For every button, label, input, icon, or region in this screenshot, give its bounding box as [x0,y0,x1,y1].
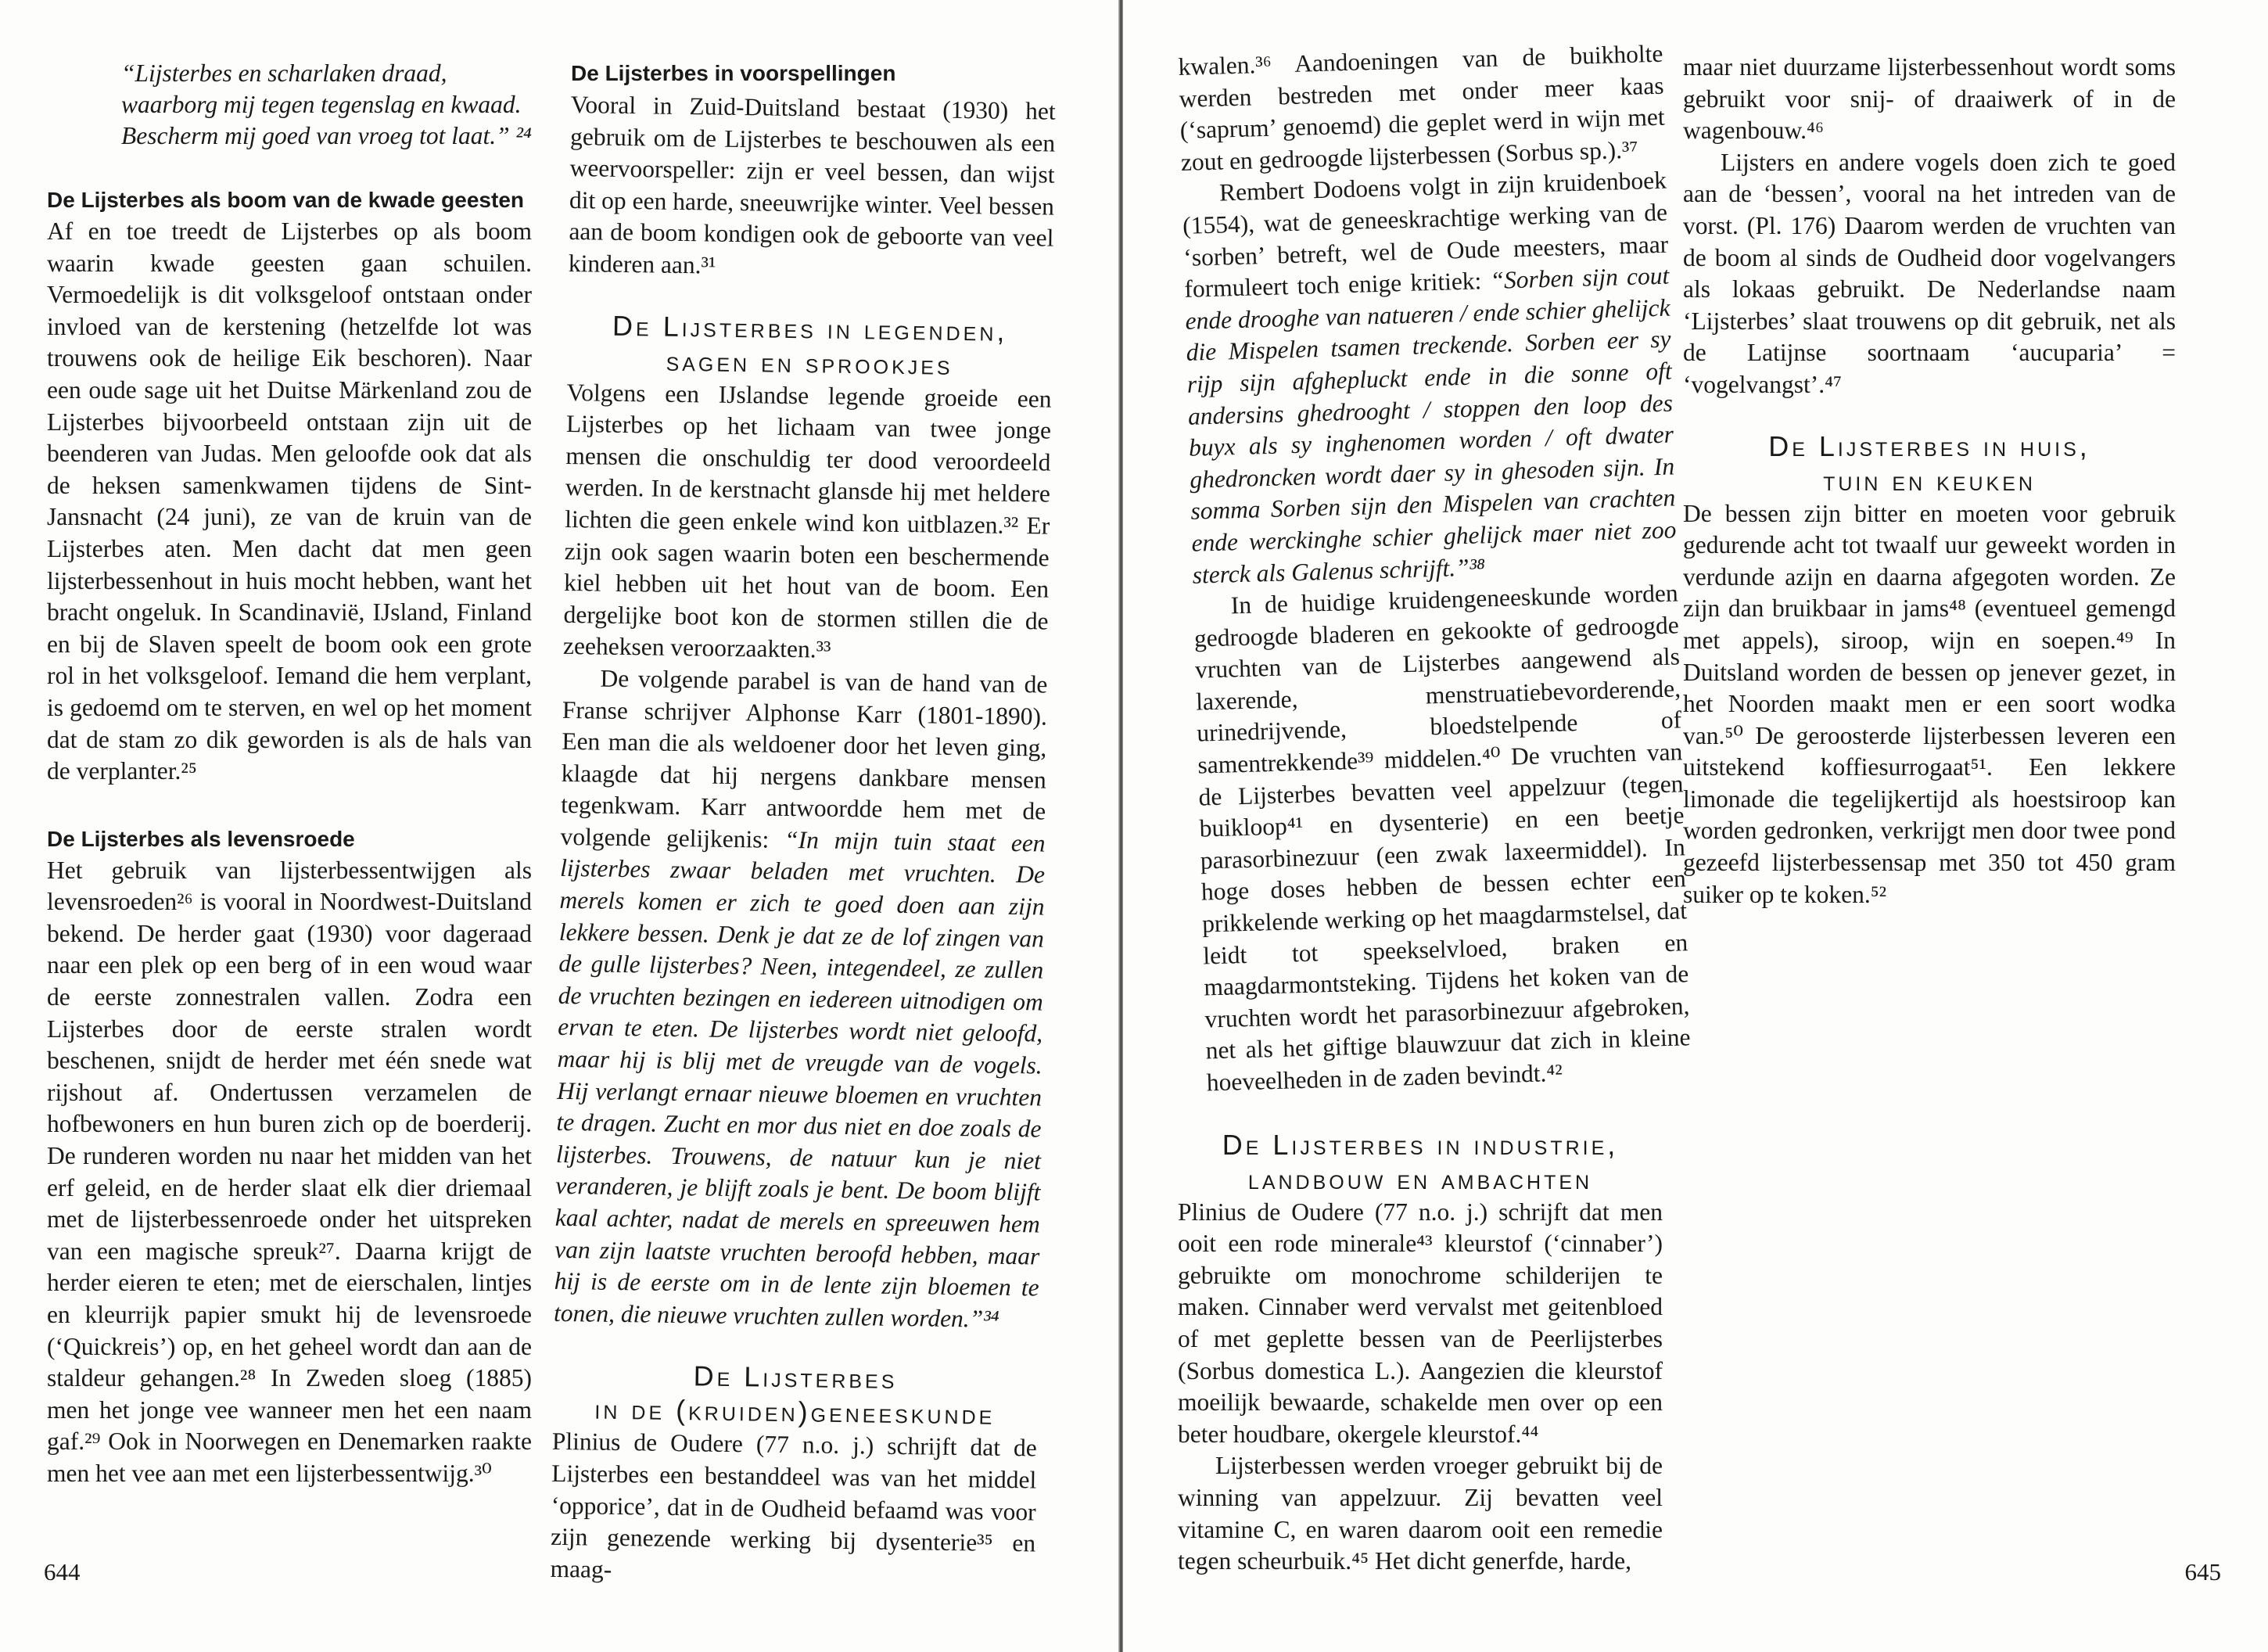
epigraph-verse [47,58,532,152]
left-page-column-2 [550,58,1056,1585]
right-page-column-2 [1683,52,2176,910]
section-heading-line: De Lijsterbes in legenden, [612,309,1008,347]
paragraph-buikholte: kwalen.³⁶ Aandoeningen van de buikholte werden bestreden met onder meer kaas (‘saprum’ genoemd) die geplet werd in wijn met zout en gedroogde lijsterbessen (Sorbus sp.).³⁷ [1178,39,1666,176]
section-heading-legenden [567,308,1053,384]
left-page-column-1 [47,58,532,1490]
right-page [1123,0,2268,1652]
right-page-column-1 [1178,39,1691,1578]
paragraph-voorspellingen: Vooral in Zuid-Duitsland bestaat (1930) het gebruik om de Lijsterbes te beschouwen als een weervoorspeller: zijn er veel bessen, dan wijst dit op een harde, sneeuwrijke winter. Veel bessen aan de boom kondigen ook de geboorte van veel kinderen aan.³¹ [568,90,1056,279]
paragraph-text: De volgende parabel is van de hand van de Franse schrijver Alphonse Karr (1801-1890). Een man die als weldoener door het leven ging, klaagde dat hij nergens dankbare mensen tegenkwam. Karr antwoordde hem met de volgende gelijkenis: [560,664,1048,853]
paragraph-legenden-1: Volgens een IJslandse legende groeide een Lijsterbes op het lichaam van twee jonge mensen die onschuldig ter dood veroordeeld werden. In de kerstnacht glansde hij met heldere lichten die geen enkele wind kon uitblazen.³² Er zijn ook sagen waarin boten een beschermende kiel hebben uit het hout van de boom. Een dergelijke boot kon de stormen stillen die de zeeheksen veroorzaakten.³³ [562,378,1052,664]
page-number-left: 644 [44,1558,81,1586]
paragraph-levensroede: Het gebruik van lijsterbessentwijgen als levensroeden²⁶ is vooral in Noordwest-Duitsland bekend. De herder gaat (1930) voor dageraad naar een plek op een berg of in een woud waar de eerste zonnestralen vallen. Zodra een Lijsterbes door de eerste stralen wordt beschenen, snijdt de herder met één snede wat rijshout af. Ondertussen verzamelen de hofbewoners en hun buren zich op de boerderij. De runderen worden nu naar het midden van het erf geleid, en de herder slaat elk dier driemaal met de lijsterbessenroede onder het uitspreken van een magische spreuk²⁷. Daarna krijgt de herder eieren te eten; met de eierschalen, lintjes en kleurrijk papier smukt hij de levensroede (‘Quickreis’) op, en het geheel wordt dan aan de staldeur gehangen.²⁸ In Zweden sloeg (1885) men het jonge vee wanneer men het een naam gaf.²⁹ Ook in Noorwegen en Denemarken raakte men het vee aan met een lijsterbessentwijg.³⁰ [47,856,532,1487]
paragraph-huidige-kruidengeneeskunde: In de huidige kruidengeneeskunde worden gedroogde bladeren en gekookte of gedroogde vruchten van de Lijsterbes aangewend als laxerende, menstruatiebevorderende, urinedrijvende, bloedstelpende of samentrekkende³⁹ middelen.⁴⁰ De vruchten van de Lijsterbes bevatten veel appelzuur (tegen buikloop⁴¹ en dysenterie) en een beetje parasorbinezuur (een zwak laxeermiddel). In hoge doses hebben de bessen echter een prikkelende werking op het maagdarmstelsel, dat leidt tot speekselvloed, braken en maagdarmontsteking. Tijdens het koken van de vruchten wordt het parasorbinezuur afgebroken, net als het giftige blauwzuur dat zich in kleine hoeveelheden in de zaden bevindt.⁴² [1193,579,1691,1097]
page-number-right: 645 [2184,1558,2221,1586]
verse-line: Bescherm mij goed van vroeg tot laat.” ²⁴ [121,122,532,149]
paragraph-kruidengeneeskunde: Plinius de Oudere (77 n.o. j.) schrijft dat de Lijsterbes een bestanddeel was van het middel ‘opporice’, dat in de Oudheid befaamd was voor zijn genezende werking bij dysenterie³⁵ en maag- [550,1428,1038,1583]
subheading-kwade-geesten: De Lijsterbes als boom van de kwade geesten [47,188,524,212]
paragraph-vogels: Lijsters en andere vogels doen zich te goed aan de ‘bessen’, vooral na het intreden van de vorst. (Pl. 176) Daarom werden de vruchten van de boom al sinds de Oudheid door vogelvangers als lokaas gebruikt. De Nederlandse naam ‘Lijsterbes’ slaat trouwens op dit gebruik, net als de Latijnse soortnaam ‘aucuparia’ = ‘vogelvangst’.⁴⁷ [1683,148,2176,398]
dodoens-quote: “Sorben sijn cout ende drooghe van natueren / ende schier ghelijck die Mispelen tsamen treckende. Sorben eer sy rijp sijn afghepluckt ende in die sonne oft andersins ghedrooght / stoppen den loop des buyx als sy inghenomen worden / oft dwater ghedroncken wordt daer sy in ghesoden sijn. In somma Sorben sijn den Mispelen van crachten ende werckinghe schier ghelijck maer niet zoo sterck als Galenus schrijft.”³⁸ [1185,261,1677,589]
paragraph-dodoens [1182,165,1678,591]
left-page [0,0,1118,1652]
paragraph-huis-tuin-keuken: De bessen zijn bitter en moeten voor gebruik gedurende acht tot twaalf uur geweekt worden in verdunde azijn en daarna afgegoten worden. Ze zijn dan bruikbaar in jams⁴⁸ (eventueel gemengd met appels), siroop, wijn en soepen.⁴⁹ In Duitsland worden de bessen op jenever gezet, in het Noorden maakt men er een soort wodka van.⁵⁰ De geroosterde lijsterbessen leveren een uitstekend koffiesurrogaat⁵¹. Een lekkere limonade die tegelijkertijd als hoestsiroop kan worden gedronken, verkrijgt men door twee pond gezeefd lijsterbessensap met 350 tot 450 gram suiker op te koken.⁵² [1683,499,2176,908]
verse-line: “Lijsterbes en scharlaken draad, [121,59,447,87]
paragraph-kwade-geesten: Af en toe treedt de Lijsterbes op als boom waarin kwade geesten gaan schuilen. Vermoedelijk is dit volksgeloof ontstaan onder invloed van de kerstening (hetzelfde lot was trouwens ook de heilige Eik beschoren). Naar een oude sage uit het Duitse Märkenland zou de Lijsterbes bijvoorbeeld ontstaan zijn uit de beenderen van Judas. Men geloofde ook dat als de heksen samenkwamen tijdens de Sint-Jansnacht (24 juni), ze van de kruin van de Lijsterbes aten. Men dacht dat men geen lijsterbessenhout in huis mocht hebben, want het bracht ongeluk. In Scandinavië, IJsland, Finland en bij de Slaven speelt de boom ook een grote rol in het volksgeloof. Iemand die hem verplant, is gedoemd om te sterven, en wel op het moment dat de stam zo dik geworden is als de hals van de verplanter.²⁵ [47,217,532,785]
section-heading-line: De Lijsterbes [693,1359,898,1395]
paragraph-industrie-2: Lijsterbessen werden vroeger gebruikt bij de winning van appelzuur. Zij bevatten veel vitamine C, en waren daarom ooit een remedie tegen scheurbuik.⁴⁵ Het dicht generfde, harde, [1178,1452,1663,1575]
section-heading-line: landbouw en ambachten [1247,1162,1593,1195]
paragraph-hout: maar niet duurzame lijsterbessenhout wordt soms gebruikt voor snij- of draaiwerk of in de wagenbouw.⁴⁶ [1683,53,2176,145]
subheading-levensroede: De Lijsterbes als levensroede [47,826,355,851]
section-heading-line: sagen en sprookjes [666,344,953,381]
section-heading-kruidengeneeskunde [552,1357,1038,1433]
section-heading-huis-tuin-keuken [1683,429,2176,498]
verse-line: waarborg mij tegen tegenslag en kwaad. [121,91,522,118]
section-heading-line: De Lijsterbes in huis, [1768,429,2090,462]
section-heading-line: in de (kruiden)geneeskunde [594,1392,996,1431]
section-heading-line: tuin en keuken [1823,464,2036,497]
parable-quote: “In mijn tuin staat een lijsterbes zwaar beladen met vruchten. De merels komen er zich te goed doen aan zijn lekkere bessen. Denk je dat ze de lof zingen van de gulle lijsterbes? Neen, integendeel, ze zullen de vruchten bezingen en iedereen uitnodigen om ervan te eten. De lijsterbes wordt niet geloofd, maar hij is blij met de vreugde van de vogels. Hij verlangt ernaar nieuwe bloemen en vruchten te dragen. Zucht en mor dus niet en doe zoals de lijsterbes. Trouwens, de natuur kun je niet veranderen, je blijft zoals je bent. De boom blijft kaal achter, nadat de merels en spreeuwen hem van zijn laatste vruchten beroofd hebben, maar hij is de eerste om in de lente zijn bloemen te tonen, die nieuwe vruchten zullen worden.”³⁴ [553,825,1046,1333]
section-heading-industrie [1178,1128,1663,1197]
paragraph-text: Rembert Dodoens volgt in zijn kruidenboek (1554), wat de geneeskrachtige werking van de ‘sorben’ betreft, wel de Oude meesters, maar formuleert toch enige kritiek: [1182,166,1669,303]
subheading-voorspellingen: De Lijsterbes in voorspellingen [571,61,896,85]
paragraph-legenden-2 [554,663,1048,1336]
paragraph-industrie-1: Plinius de Oudere (77 n.o. j.) schrijft dat men ooit een rode minerale⁴³ kleurstof (‘cinnaber’) gebruikte om monochrome schilderijen te maken. Cinnaber werd vervalst met geitenbloed of met geplette bessen van de Peerlijsterbes (Sorbus domestica L.). Aangezien die kleurstof moeilijk bewaarde, schakelde men over op een beter houdbare, okergele kleurstof.⁴⁴ [1178,1198,1663,1448]
section-heading-line: De Lijsterbes in industrie, [1222,1128,1619,1161]
